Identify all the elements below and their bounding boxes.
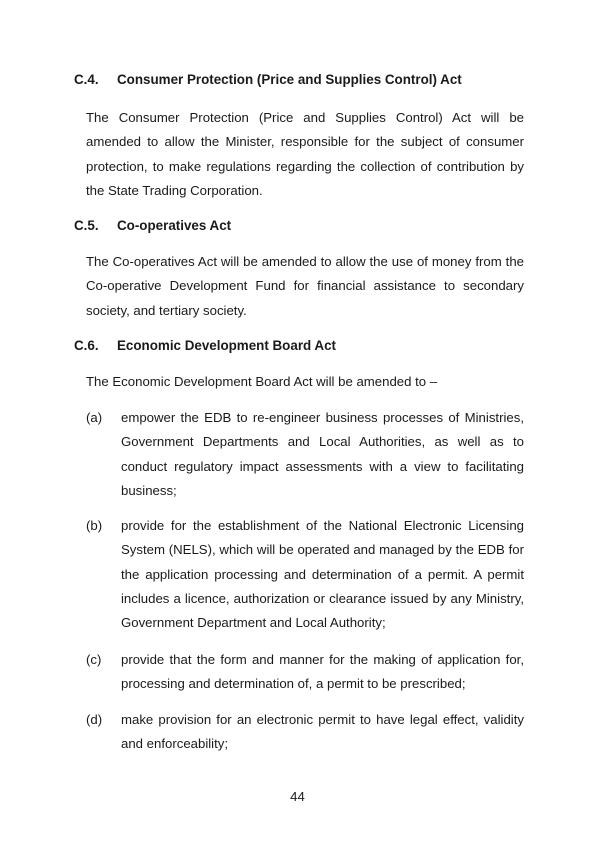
section-number: C.6. [74, 338, 99, 353]
section-title: Economic Development Board Act [117, 338, 337, 353]
list-item-label: (b) [86, 518, 103, 533]
section-number: C.4. [74, 72, 99, 87]
list-item-text: make provision for an electronic permit to have legal effect, validity and enforceability; [121, 712, 524, 752]
section-paragraph-c5: The Co-operatives Act will be amended to allow the use of money from the Co-operative Development Fund for financial assistance to secondary society, and tertiary society. [86, 254, 524, 318]
section-paragraph-c4: The Consumer Protection (Price and Supplies Control) Act will be amended to allow the Minister, responsible for the subject of consumer protection, to make regulations regarding the collection of contribution by the State Trading Corporation. [86, 110, 524, 198]
list-item-text: empower the EDB to re-engineer business processes of Ministries, Government Departments and Local Authorities, as well as to conduct regulatory impact assessments with a view to facilitating business; [121, 410, 524, 498]
list-item-text: provide that the form and manner for the making of application for, processing and determination of, a permit to be prescribed; [121, 652, 524, 692]
page-number: 44 [290, 789, 305, 804]
section-heading-c4 [74, 72, 462, 88]
section-heading-c5 [74, 218, 231, 234]
section-title: Co-operatives Act [117, 218, 232, 233]
list-item-label: (d) [86, 712, 103, 727]
list-item-label: (a) [86, 410, 103, 425]
list-item-label: (c) [86, 652, 102, 667]
section-paragraph-c6: The Economic Development Board Act will be amended to – [86, 374, 438, 389]
list-item-text: provide for the establishment of the National Electronic Licensing System (NELS), which will be operated and managed by the EDB for the application processing and determination of a permit. A permit includes a licence, authorization or clearance issued by any Ministry, Government Department and Local Authority; [121, 518, 524, 631]
section-heading-c6 [74, 338, 336, 354]
section-number: C.5. [74, 218, 99, 233]
section-title: Consumer Protection (Price and Supplies Control) Act [117, 72, 462, 87]
